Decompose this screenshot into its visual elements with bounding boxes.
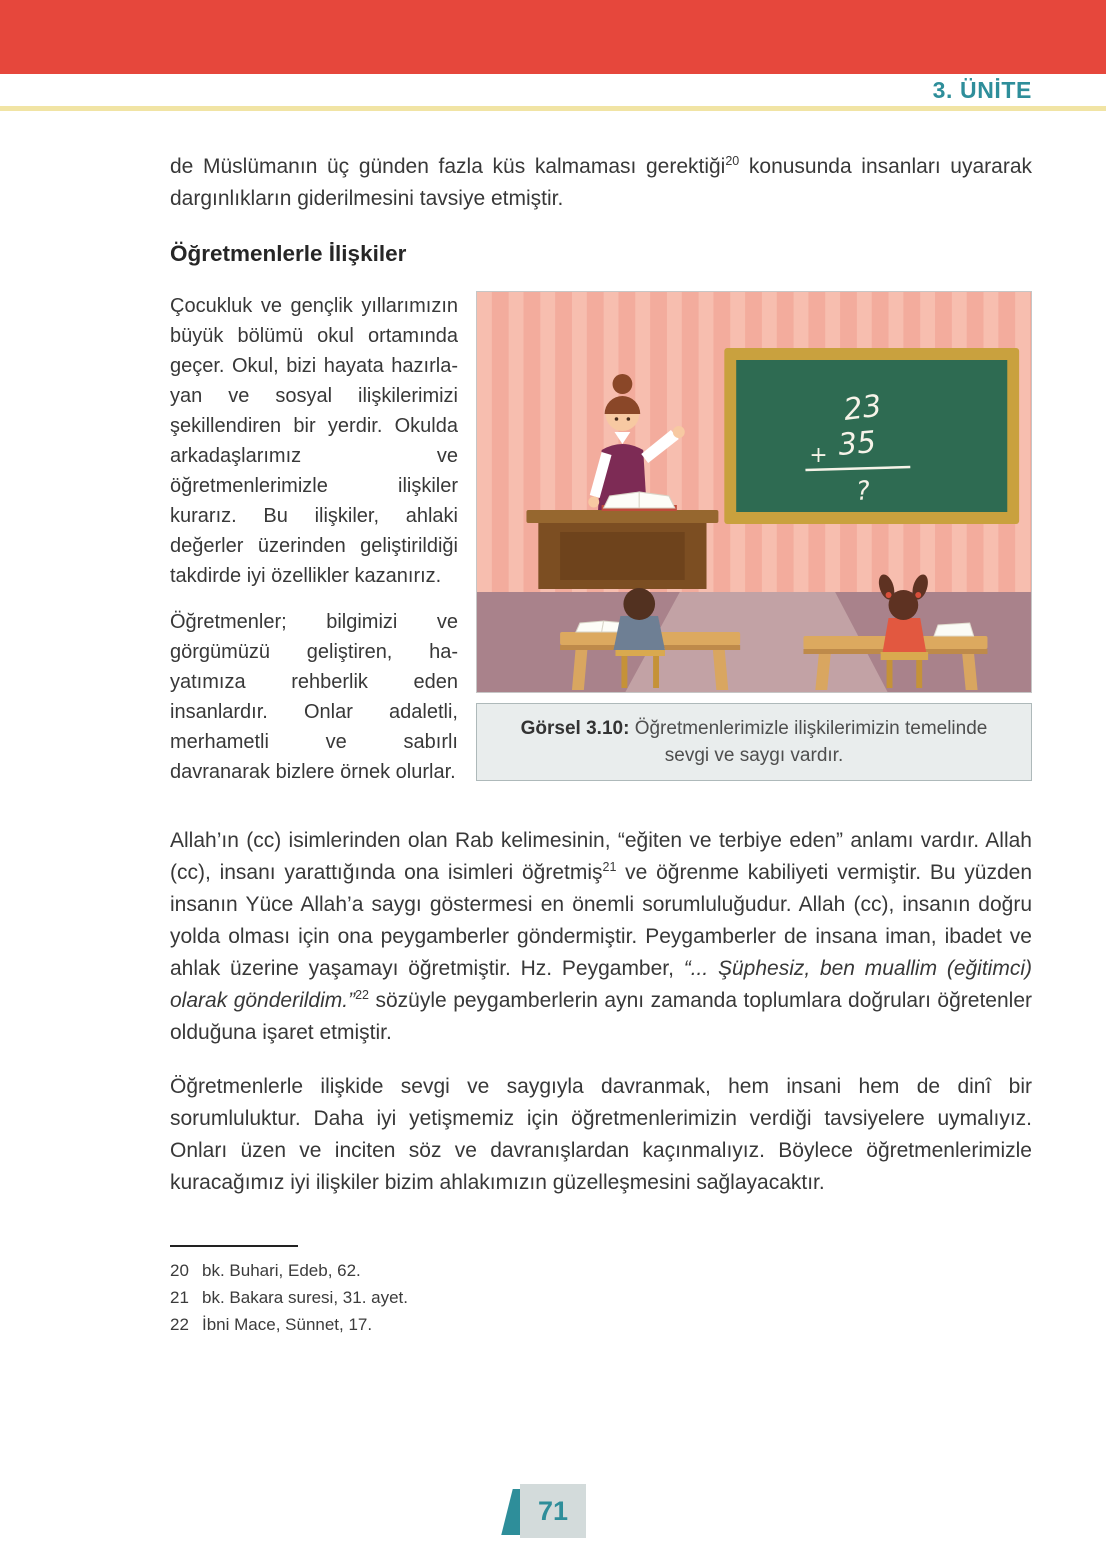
- teacher-eye-left: [615, 417, 619, 421]
- chair-right-seat: [881, 652, 928, 660]
- teacher-desk-panel: [560, 532, 685, 580]
- footnote-22-number: 22: [170, 1315, 189, 1334]
- board-number-2: 35: [836, 424, 878, 464]
- paragraph-teachers-respect: Öğretmenlerle ilişkide sevgi ve saygıyla davranmak, hem insani hem de dinî bir sorumluluktur. Daha iyi yetişmemiz için öğretmenlerimizin verdiği tavsiyelere uymalıyız. Onları üzen ve inciten söz ve davranışlardan kaçınmalıyız. Böylece öğretmenlerimizle kuracağımız iyi ilişkiler bizim ahlakımızın güzelleşmesini sağlayacaktır.: [170, 1075, 1032, 1194]
- teacher-desk: [526, 510, 718, 589]
- footnote-separator: [170, 1245, 298, 1247]
- chair-right-leg-1: [887, 658, 893, 688]
- paper-sheet: [934, 623, 974, 636]
- teacher-hand-left: [588, 497, 599, 508]
- figure-caption-text: Öğretmenlerimizle ilişkilerimizin temelinde sevgi ve saygı vardır.: [629, 718, 988, 766]
- footnote-ref-20: 20: [725, 154, 740, 168]
- page-number: 71: [537, 1495, 569, 1526]
- chair-left-leg-1: [621, 654, 627, 688]
- paragraph-rab-text-1: Allah’ın (cc) isimlerinden olan Rab kelimesinin, “eğiten ve terbiye eden” anlamı vardır. Allah (cc), insanı yarattığında ona isimleri öğretmiş: [170, 829, 1032, 884]
- paragraph-rab-text-3: sözüyle peygamberlerin aynı zamanda toplumlara doğruları öğretenler olduğuna işaret etmiştir.: [170, 989, 1032, 1044]
- section-heading: Öğretmenlerle İlişkiler: [170, 241, 407, 266]
- paragraph-rab-text-2: ve öğrenme kabiliyeti vermiştir. Bu yüzden insanın Yüce Allah’a saygı göstermesi en önemli sorumluluğudur. Allah (cc), insanın doğru yolda olması için ona peygamberler göndermiştir. Peygamberler de insana iman, ibadet ve ahlak üzerine yaşamayı öğretmiştir. Hz. Peygamber,: [170, 861, 1033, 980]
- page-content: [0, 111, 1106, 1338]
- girl-hairband-right: [915, 592, 921, 598]
- teacher-desk-top: [526, 510, 718, 523]
- figure-caption-label: Görsel 3.10:: [520, 718, 630, 739]
- footnotes-section: [170, 1245, 1032, 1338]
- two-column-block: [170, 291, 1032, 803]
- intro-text-cont: konusunda insanları uyararak dargınlıkların giderilmesini tavsiye etmiştir.: [170, 155, 1032, 210]
- unit-row: [0, 74, 1106, 106]
- chalkboard: [724, 348, 1019, 524]
- column-paragraph-2: Öğretmenler; bilgimizi ve görgümüzü geliştiren, hayatımıza rehberlik eden insanlardır. Onlar adaletli, merhametli ve sabırlı davranarak bizlere örnek olurlar.: [170, 611, 458, 783]
- unit-label: 3. ÜNİTE: [932, 76, 1032, 103]
- girl-head: [889, 590, 919, 620]
- footnote-21: [170, 1284, 1032, 1311]
- header-red-bar: [0, 0, 1106, 74]
- open-book-student-left: [576, 621, 604, 632]
- footnote-21-number: 21: [170, 1288, 189, 1307]
- left-column: [170, 291, 458, 803]
- girl-body: [883, 618, 927, 652]
- intro-text: de Müslümanın üç günden fazla küs kalmaması gerektiği: [170, 155, 726, 178]
- classroom-illustration: [476, 291, 1032, 693]
- footnote-20: [170, 1257, 1032, 1284]
- board-number-1: 23: [841, 388, 884, 428]
- footnote-21-text: bk. Bakara suresi, 31. ayet.: [202, 1288, 408, 1307]
- intro-paragraph: [170, 151, 1032, 215]
- hadith-quote: “... Şüphesiz, ben muallim (eğitimci) olarak gönderildim.”: [170, 957, 1032, 1012]
- footnote-ref-22: 22: [355, 988, 369, 1002]
- classroom-svg: [477, 292, 1031, 692]
- boy-head: [623, 588, 655, 620]
- figure-gorsel-3-10: [476, 291, 1032, 781]
- chair-right-leg-2: [916, 658, 922, 688]
- teacher-eye-right: [627, 417, 631, 421]
- teacher-hair-bun: [613, 374, 633, 394]
- girl-hairband-left: [886, 592, 892, 598]
- board-answer: ?: [855, 475, 871, 508]
- paragraph-rab: [170, 825, 1032, 1049]
- boy-body: [614, 616, 665, 650]
- footnote-22: [170, 1311, 1032, 1338]
- page-badge-box: [520, 1484, 586, 1538]
- board-operator: +: [809, 442, 828, 469]
- teacher-hand-raised: [673, 426, 685, 438]
- footnote-22-text: İbni Mace, Sünnet, 17.: [202, 1315, 373, 1334]
- column-paragraph-1: Çocukluk ve gençlik yıllarımızın büyük bölümü okul ortamında geçer. Okul, bizi hayata hazırlayan ve sosyal ilişkilerimizi şekillendiren bir yerdir. Okulda arkadaşlarımız ve öğretmenlerimizle ilişkiler kurarız. Bu ilişkiler, ahlaki değerler üzerinden geliştirildiği takdirde iyi özellikler kazanırız.: [170, 295, 458, 587]
- footnote-20-number: 20: [170, 1261, 189, 1280]
- page-number-badge: [520, 1484, 586, 1538]
- chair-left-leg-2: [653, 654, 659, 688]
- page-header: [0, 0, 1106, 111]
- figure-caption: [476, 703, 1032, 781]
- footnote-20-text: bk. Buhari, Edeb, 62.: [202, 1261, 361, 1280]
- footnote-ref-21: 21: [602, 860, 617, 874]
